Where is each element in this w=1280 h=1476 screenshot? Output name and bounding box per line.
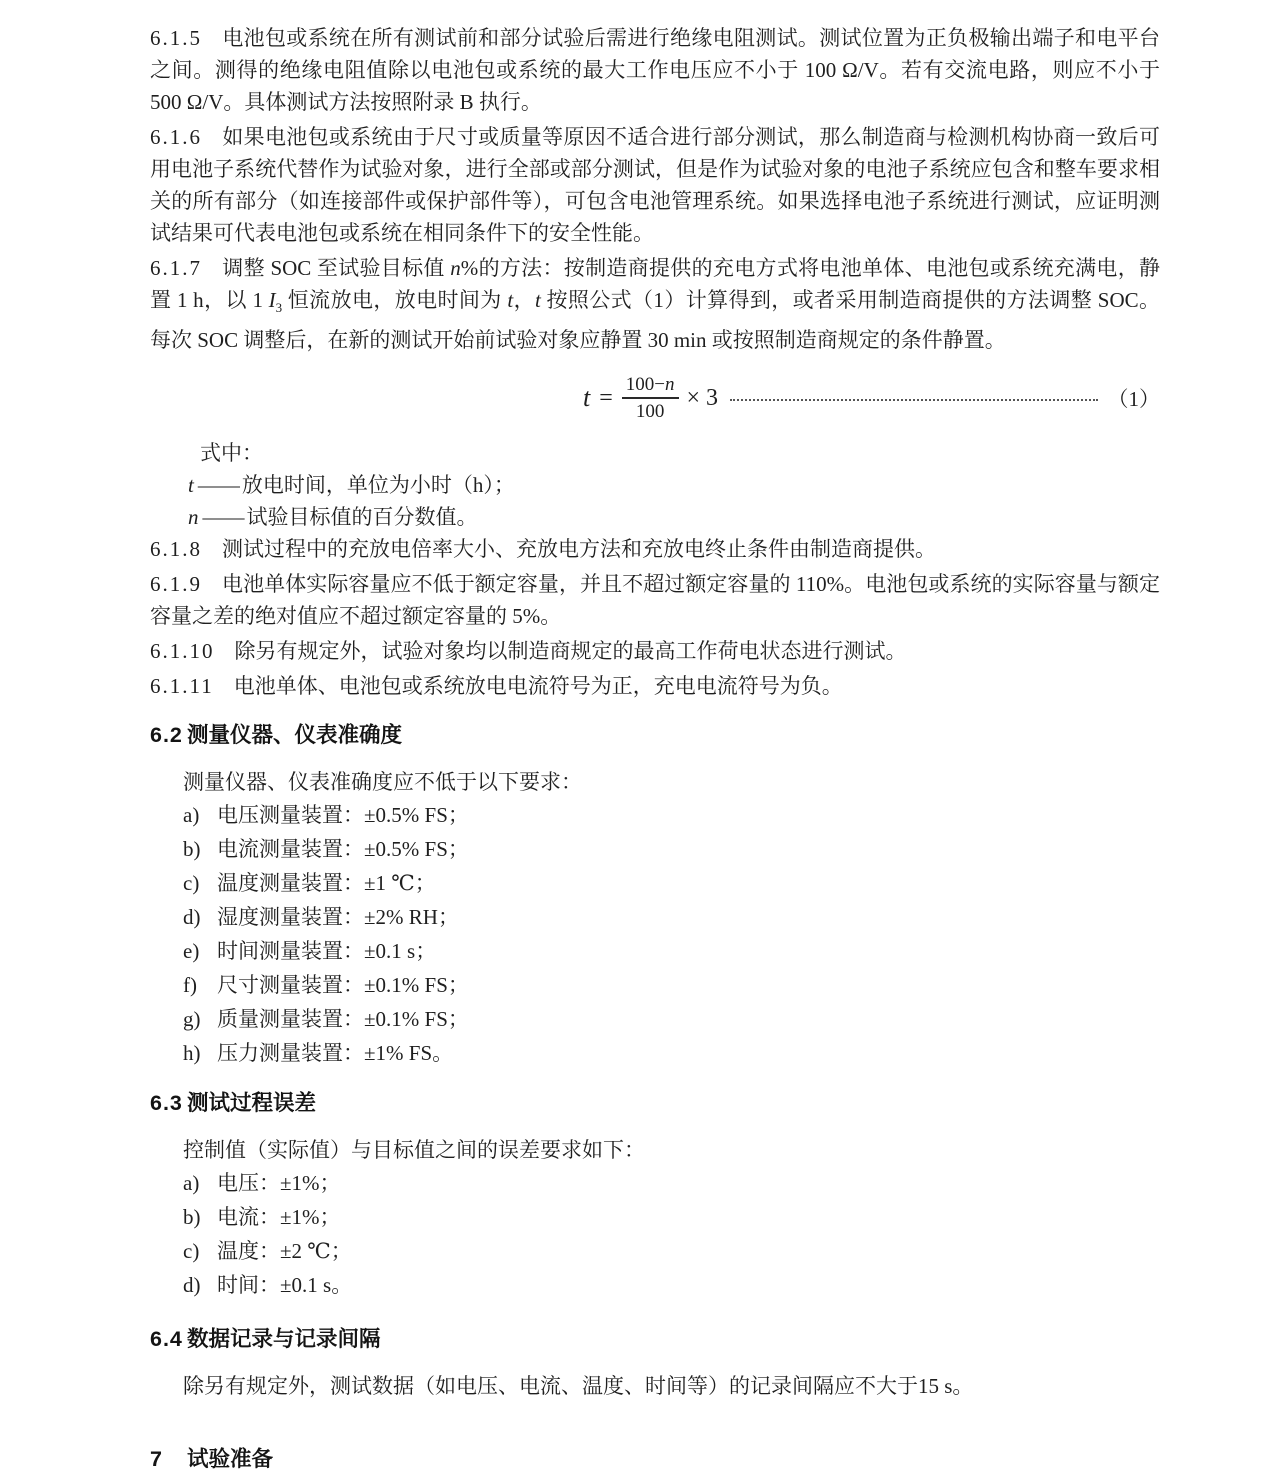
subscript-3: 3: [275, 300, 283, 316]
formula-equals: =: [599, 384, 613, 411]
formula-fraction: [622, 372, 679, 424]
section-title: 数据记录与记录间隔: [187, 1327, 381, 1352]
clause-6-1-10: [150, 635, 1160, 667]
list-text: 质量测量装置：±0.1% FS；: [217, 1007, 469, 1032]
list-marker: c): [183, 871, 200, 896]
list-text: 时间测量装置：±0.1 s；: [217, 939, 437, 964]
clause-6-1-6: [150, 121, 1160, 249]
list-marker: d): [183, 1273, 201, 1298]
list-marker: b): [183, 837, 201, 862]
list-marker: b): [183, 1205, 201, 1230]
list-text: 时间：±0.1 s。: [217, 1273, 353, 1298]
clause-6-1-9: [150, 568, 1160, 632]
clause-text: 如果电池包或系统由于尺寸或质量等原因不适合进行部分测试，那么制造商与检测机构协商一致后可用电池子系统代替作为试验对象，进行全部或部分测试，但是作为试验对象的电池子系统应包含和整车要求相关的所有部分（如连接部件或保护部件等），可包含电池管理系统。如果选择电池子系统进行测试，应证明测试结果可代表电池包或系统在相同条件下的安全性能。: [150, 125, 1160, 245]
clause-text: 电池包或系统在所有测试前和部分试验后需进行绝缘电阻测试。测试位置为正负极输出端子和电平台之间。测得的绝缘电阻值除以电池包或系统的最大工作电压应不小于 100 Ω/V。若有交流电路，则应不小于 500 Ω/V。具体测试方法按照附录 B 执行。: [150, 26, 1160, 114]
formula-where-label: 式中：: [200, 441, 263, 466]
section-heading-6-3: [150, 1086, 1160, 1120]
clause-6-1-11: [150, 670, 1160, 702]
clause-number: 6.1.8: [150, 537, 202, 562]
section-6-3-intro: 控制值（实际值）与目标值之间的误差要求如下：: [183, 1138, 645, 1163]
dot-leader: [730, 399, 1097, 401]
clause-number: 6.1.10: [150, 639, 215, 664]
list-text: 电压：±1%；: [217, 1171, 341, 1196]
list-item-6-3-a: [150, 1166, 1160, 1200]
clause-text: %的方法：按制造商提供的充电方式将电池单体、电池包或系统充满电，静置 1 h，以 1: [150, 256, 1160, 312]
list-item-6-3-c: [150, 1234, 1160, 1268]
list-item-6-2-a: [150, 798, 1160, 832]
clause-text: ，: [513, 288, 535, 312]
list-text: 电压测量装置：±0.5% FS；: [217, 803, 469, 828]
clause-6-1-5: [150, 22, 1160, 118]
chapter-title: 试验准备: [187, 1447, 274, 1472]
list-marker: a): [183, 1171, 200, 1196]
section-title: 测量仪器、仪表准确度: [187, 723, 403, 748]
variable-t: t: [507, 288, 514, 312]
formula-number: （1）: [1107, 387, 1160, 412]
clause-text: 测试过程中的充放电倍率大小、充放电方法和充放电终止条件由制造商提供。: [222, 537, 936, 562]
list-item-6-2-h: [150, 1036, 1160, 1070]
clause-6-1-8: [150, 533, 1160, 565]
list-marker: h): [183, 1041, 201, 1066]
clause-number: 6.1.7: [150, 256, 202, 280]
list-text: 温度测量装置：±1 ℃；: [217, 871, 436, 896]
definition-n: [150, 501, 1160, 533]
list-item-6-3-d: [150, 1268, 1160, 1302]
list-text: 尺寸测量装置：±0.1% FS；: [217, 973, 469, 998]
clause-number: 6.1.11: [150, 674, 214, 699]
list-marker: g): [183, 1007, 201, 1032]
variable-t: t: [534, 288, 541, 312]
list-marker: e): [183, 939, 200, 964]
section-number: 6.4: [150, 1327, 183, 1352]
list-item-6-2-b: [150, 832, 1160, 866]
definition-text: 试验目标值的百分数值。: [246, 505, 478, 530]
formula-multiplier: × 3: [686, 384, 719, 411]
clause-text: 调整 SOC 至试验目标值: [222, 256, 451, 280]
variable-n: n: [188, 505, 199, 530]
clause-text: 电池单体、电池包或系统放电电流符号为正，充电电流符号为负。: [233, 674, 843, 699]
section-6-2-intro: 测量仪器、仪表准确度应不低于以下要求：: [183, 770, 582, 795]
list-marker: d): [183, 905, 201, 930]
formula-lhs: t: [583, 383, 591, 413]
list-item-6-2-c: [150, 866, 1160, 900]
list-text: 压力测量装置：±1% FS。: [217, 1041, 454, 1066]
definition-text: 放电时间，单位为小时（h）；: [241, 473, 515, 498]
definition-dash: ——: [197, 473, 240, 498]
list-marker: f): [183, 973, 197, 998]
definition-t: [150, 469, 1160, 501]
list-text: 湿度测量装置：±2% RH；: [217, 905, 459, 930]
clause-text: 除另有规定外，试验对象均以制造商规定的最高工作荷电状态进行测试。: [234, 639, 907, 664]
fraction-numerator: [622, 372, 679, 399]
section-6-4-text: 除另有规定外，测试数据（如电压、电流、温度、时间等）的记录间隔应不大于15 s。: [183, 1374, 974, 1399]
clause-text: 恒流放电，放电时间为: [282, 288, 508, 312]
variable-I: I: [268, 288, 276, 312]
list-marker: c): [183, 1239, 200, 1264]
clause-text: 按照公式（1）计算得到，或者采用制造商提供的方法调整 SOC。每次 SOC 调整后，在新的测试开始前试验对象应静置 30 min 或按照制造商规定的条件静置。: [150, 288, 1161, 353]
variable-t: t: [188, 473, 194, 498]
fraction-denominator: 100: [635, 401, 665, 423]
definition-dash: ——: [202, 505, 245, 530]
clause-number: 6.1.9: [150, 572, 202, 597]
list-text: 电流：±1%；: [217, 1205, 341, 1230]
list-item-6-2-f: [150, 968, 1160, 1002]
list-item-6-2-g: [150, 1002, 1160, 1036]
numerator-constant: 100−: [625, 374, 665, 396]
list-marker: a): [183, 803, 200, 828]
variable-n: n: [450, 256, 461, 280]
list-item-6-3-b: [150, 1200, 1160, 1234]
clause-6-1-7: [150, 252, 1160, 356]
list-item-6-2-d: [150, 900, 1160, 934]
list-text: 电流测量装置：±0.5% FS；: [217, 837, 469, 862]
chapter-heading-7: [150, 1442, 1160, 1476]
formula-1: [583, 359, 1160, 437]
section-heading-6-4: [150, 1322, 1160, 1356]
list-item-6-2-e: [150, 934, 1160, 968]
numerator-variable: n: [665, 374, 675, 396]
chapter-number: 7: [150, 1447, 163, 1472]
section-heading-6-2: [150, 718, 1160, 752]
section-number: 6.2: [150, 723, 183, 748]
section-number: 6.3: [150, 1091, 183, 1116]
clause-number: 6.1.6: [150, 125, 202, 149]
clause-number: 6.1.5: [150, 26, 202, 50]
clause-text: 电池单体实际容量应不低于额定容量，并且不超过额定容量的 110%。电池包或系统的实际容量与额定容量之差的绝对值应不超过额定容量的 5%。: [150, 572, 1160, 629]
section-title: 测试过程误差: [187, 1091, 317, 1116]
list-text: 温度：±2 ℃；: [217, 1239, 352, 1264]
